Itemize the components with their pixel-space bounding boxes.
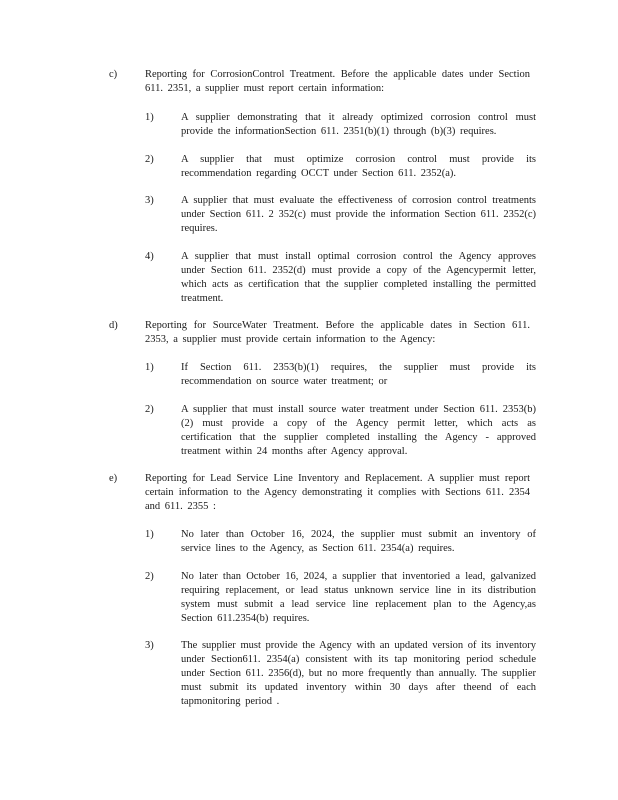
item-text: No later than October 16, 2024, the supplier must submit an inventory of service lines to the Agency, as Section 611. 2354(a) requires. <box>181 529 536 554</box>
item-text: A supplier that must install optimal corrosion control the Agency approves under Section 611. 2352(d) must provide a copy of the Agencypermit letter, which acts as certification that the supplier completed installing the permitted treatment. <box>181 251 536 304</box>
section-heading-text: Reporting for SourceWater Treatment. Before the applicable dates in Section 611. 2353, a supplier must provide certain information to the Agency: <box>145 320 530 345</box>
item-number: 1) <box>145 112 154 123</box>
section-label: c) <box>109 69 118 80</box>
section-label: d) <box>109 320 118 331</box>
item-number: 2) <box>145 154 154 165</box>
item-text: A supplier that must optimize corrosion control must provide its recommendation regarding OCCT under Section 611. 2352(a). <box>181 154 536 179</box>
item-number: 3) <box>145 640 154 651</box>
item-text: A supplier demonstrating that it already optimized corrosion control must provide the informationSection 611. 2351(b)(1) through (b)(3) requires. <box>181 112 536 137</box>
item-number: 1) <box>145 529 154 540</box>
item-number: 2) <box>145 571 154 582</box>
section-heading-text: Reporting for CorrosionControl Treatment. Before the applicable dates under Section 611. 2351, a supplier must report certain information: <box>145 69 530 94</box>
item-number: 1) <box>145 362 154 373</box>
section-label: e) <box>109 473 118 484</box>
section-heading-text: Reporting for Lead Service Line Inventory and Replacement. A supplier must report certain information to the Agency demonstrating it complies with Sections 611. 2354 and 611. 2355 : <box>145 473 530 512</box>
item-text: The supplier must provide the Agency with an updated version of its inventory under Section611. 2354(a) consistent with its tap monitoring period schedule under Section 611. 2356(d), but no more frequently than annually. The supplier must submit its updated inventory within 30 days after theend of each tapmonitoring period . <box>181 640 536 707</box>
item-text: No later than October 16, 2024, a supplier that inventoried a lead, galvanized requiring replacement, or lead status unknown service line in its distribution system must submit a lead service line replacement plan to the Agency,as Section 611.2354(b) requires. <box>181 571 536 624</box>
item-number: 3) <box>145 195 154 206</box>
item-text: If Section 611. 2353(b)(1) requires, the supplier must provide its recommendation on source water treatment; or <box>181 362 536 387</box>
item-text: A supplier that must install source water treatment under Section 611. 2353(b)(2) must provide a copy of the Agency permit letter, which acts as certification that the supplier completed installing the Agency - approved treatment within 24 months after Agency approval. <box>181 404 536 457</box>
item-text: A supplier that must evaluate the effectiveness of corrosion control treatments under Section 611. 2 352(c) must provide the information Section 611. 2352(c) requires. <box>181 195 536 234</box>
item-number: 4) <box>145 251 154 262</box>
item-number: 2) <box>145 404 154 415</box>
